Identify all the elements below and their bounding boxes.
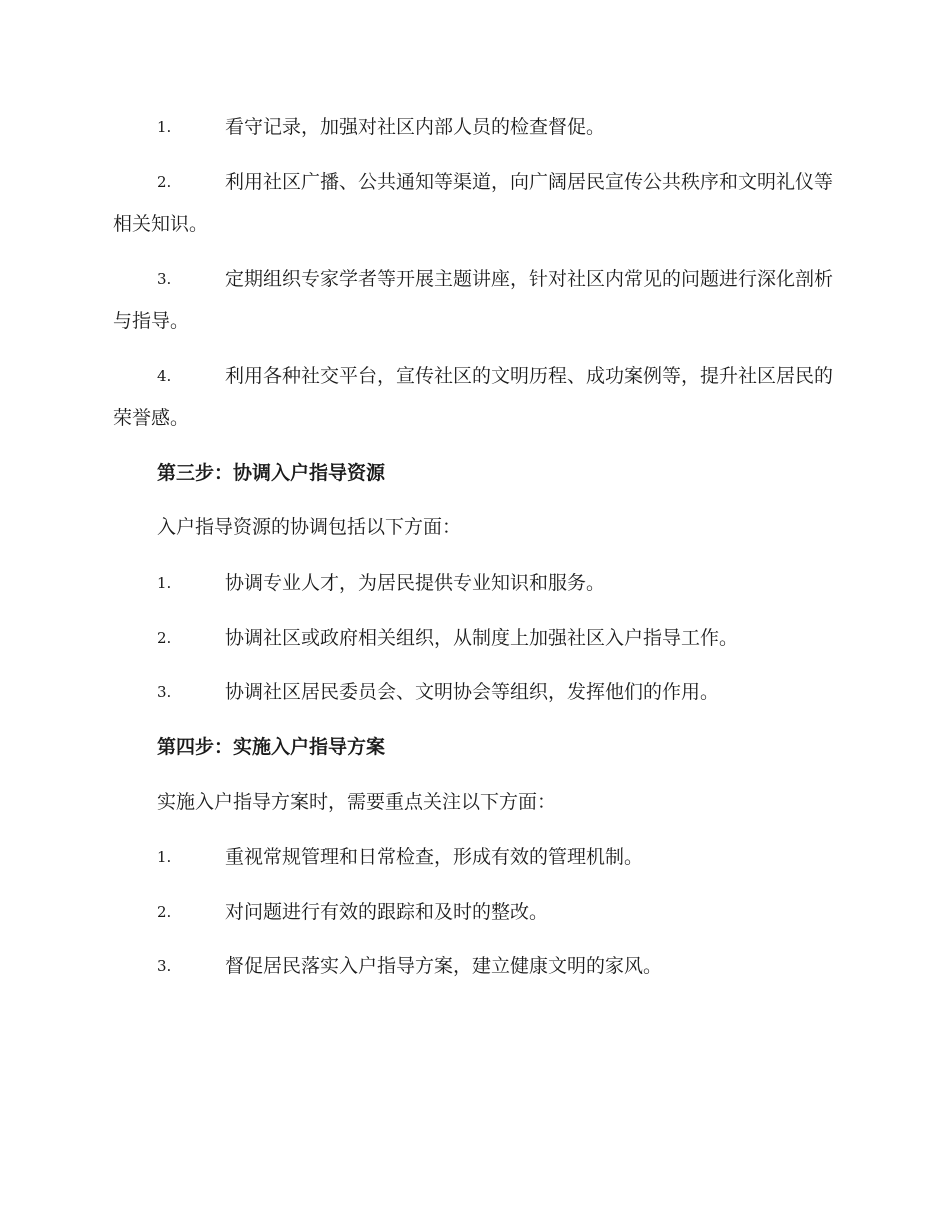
list-item-text: 利用各种社交平台，宣传社区的文明历程、成功案例等，提升社区居民的荣誉感。 [113, 365, 834, 429]
list-item-number: 1. [157, 848, 172, 866]
list-item-number: 4. [157, 367, 172, 385]
section-intro: 入户指导资源的协调包括以下方面： [157, 516, 462, 538]
list-item-text: 协调社区或政府相关组织，从制度上加强社区入户指导工作。 [225, 627, 739, 649]
list-item-text: 利用社区广播、公共通知等渠道，向广阔居民宣传公共秩序和文明礼仪等相关知识。 [113, 171, 834, 235]
list-item [113, 671, 833, 713]
section-heading: 第三步：协调入户指导资源 [157, 462, 386, 484]
list-item-number: 3. [157, 683, 172, 701]
list-item [113, 106, 833, 148]
list-item-number: 1. [157, 574, 172, 592]
section-heading: 第四步：实施入户指导方案 [157, 736, 386, 758]
list-item-number: 2. [157, 173, 172, 191]
list-item-number: 2. [157, 629, 172, 647]
list-item [113, 836, 833, 878]
section-intro: 实施入户指导方案时，需要重点关注以下方面： [157, 791, 557, 813]
list-item-number: 1. [157, 118, 172, 136]
list-item-text: 看守记录，加强对社区内部人员的检查督促。 [225, 116, 606, 138]
list-item [113, 617, 833, 659]
list-item-text: 协调社区居民委员会、文明协会等组织，发挥他们的作用。 [225, 681, 720, 703]
list-item [113, 161, 833, 245]
list-item [113, 258, 833, 342]
list-item-text: 定期组织专家学者等开展主题讲座，针对社区内常见的问题进行深化剖析与指导。 [113, 268, 834, 332]
list-item-text: 对问题进行有效的跟踪和及时的整改。 [225, 901, 549, 923]
list-item [113, 945, 833, 987]
list-item-number: 3. [157, 957, 172, 975]
list-item [113, 562, 833, 604]
list-item [113, 355, 833, 439]
list-item-number: 2. [157, 903, 172, 921]
list-item-text: 督促居民落实入户指导方案，建立健康文明的家风。 [225, 955, 663, 977]
list-item-text: 重视常规管理和日常检查，形成有效的管理机制。 [225, 846, 644, 868]
list-item-number: 3. [157, 270, 172, 288]
list-item-text: 协调专业人才，为居民提供专业知识和服务。 [225, 572, 606, 594]
list-item [113, 891, 833, 933]
